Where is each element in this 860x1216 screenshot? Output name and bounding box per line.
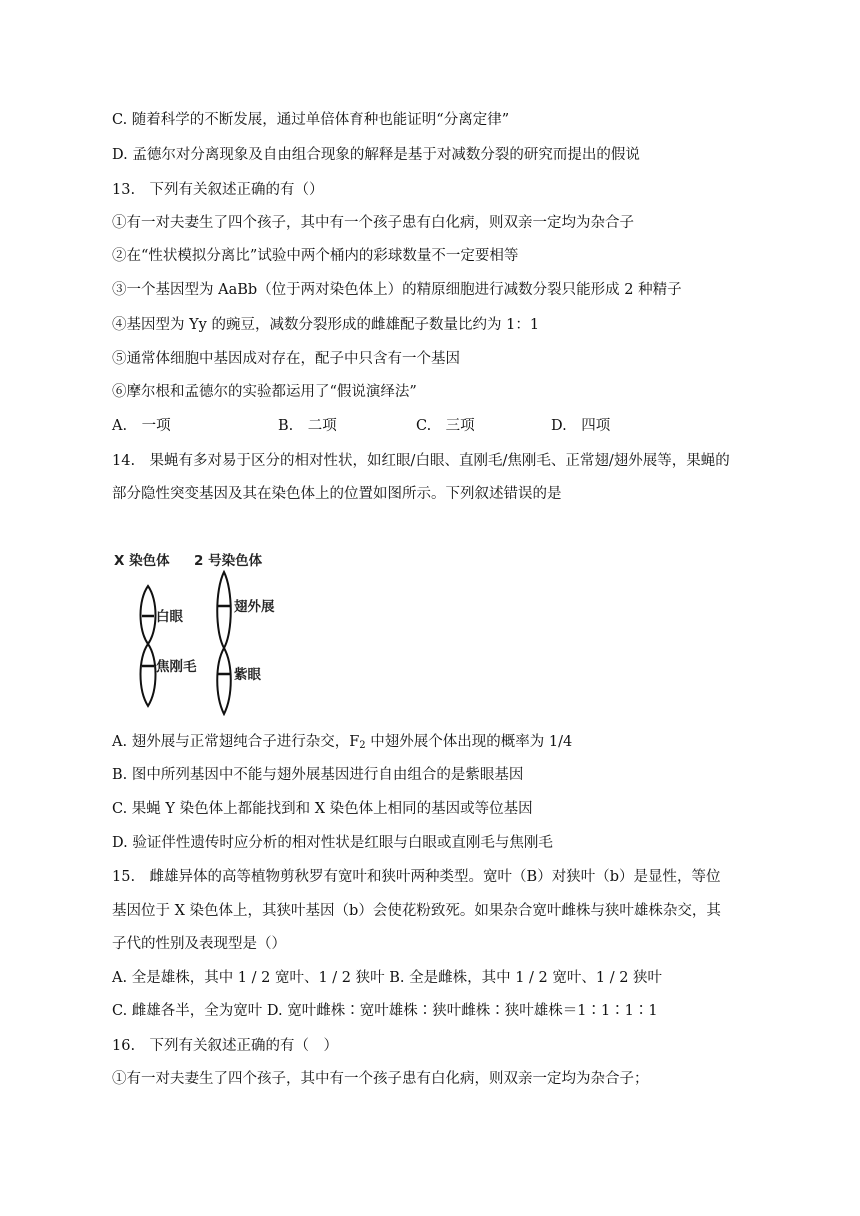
x-chromosome	[141, 586, 156, 706]
label-purple-eye: 紫眼	[234, 667, 261, 683]
question-13-stem: 13. 下列有关叙述正确的有（）	[112, 182, 324, 198]
q13-statement-3: ③一个基因型为 AaBb（位于两对染色体上）的精原细胞进行减数分裂只能形成 2 种精子	[112, 282, 682, 298]
q13-option-b: B. 二项	[278, 418, 337, 434]
chromosome-2-title: 2 号染色体	[194, 553, 263, 569]
q13-statement-2: ②在“性状模拟分离比”试验中两个桶内的彩球数量不一定要相等	[112, 248, 519, 264]
label-singed-bristle: 焦刚毛	[156, 659, 197, 675]
q13-statement-1: ①有一对夫妻生了四个孩子，其中有一个孩子患有白化病，则双亲一定均为杂合子	[112, 215, 634, 231]
q13-option-a: A. 一项	[112, 418, 171, 434]
question-15-stem-line3: 子代的性别及表现型是（）	[112, 936, 286, 952]
label-white-eye: 白眼	[156, 609, 183, 625]
x-chromosome-title: X 染色体	[114, 553, 170, 569]
chromosome-diagram	[112, 548, 292, 716]
line-option-d: D. 孟德尔对分离现象及自由组合现象的解释是基于对减数分裂的研究而提出的假说	[112, 147, 640, 163]
line-option-c: C. 随着科学的不断发展，通过单倍体育种也能证明“分离定律”	[112, 112, 510, 128]
question-15-stem-line1: 15. 雌雄异体的高等植物剪秋罗有宽叶和狭叶两种类型。宽叶（B）对狭叶（b）是显性，等位	[112, 869, 721, 885]
q14-option-c: C. 果蝇 Y 染色体上都能找到和 X 染色体上相同的基因或等位基因	[112, 801, 533, 817]
q13-statement-4: ④基因型为 Yy 的豌豆，减数分裂形成的雌雄配子数量比约为 1：1	[112, 317, 540, 333]
question-14-stem-line1: 14. 果蝇有多对易于区分的相对性状，如红眼/白眼、直刚毛/焦刚毛、正常翅/翅外展等，果蝇的	[112, 453, 730, 469]
chromosome-2	[217, 572, 231, 714]
question-14-stem-line2: 部分隐性突变基因及其在染色体上的位置如图所示。下列叙述错误的是	[112, 486, 562, 502]
q13-option-d: D. 四项	[551, 418, 611, 434]
q14-option-a: A. 翅外展与正常翅纯合子进行杂交，$F_2$ 中翅外展个体出现的概率为 1/4	[112, 734, 573, 751]
q13-options	[112, 416, 672, 436]
label-wing-spread: 翅外展	[234, 599, 275, 615]
q13-option-c: C. 三项	[416, 418, 475, 434]
q15-options-ab: A. 全是雄株，其中 1 / 2 宽叶、1 / 2 狭叶 B. 全是雌株，其中 1 / 2 宽叶、1 / 2 狭叶	[112, 970, 663, 986]
q15-options-cd: C. 雌雄各半，全为宽叶 D. 宽叶雌株∶宽叶雄株∶狭叶雌株∶狭叶雄株＝1∶1∶1∶1	[112, 1003, 658, 1019]
q16-statement-1: ①有一对夫妻生了四个孩子，其中有一个孩子患有白化病，则双亲一定均为杂合子；	[112, 1071, 649, 1087]
q14-option-d: D. 验证伴性遗传时应分析的相对性状是红眼与白眼或直刚毛与焦刚毛	[112, 835, 553, 851]
question-15-stem-line2: 基因位于 X 染色体上，其狭叶基因（b）会使花粉致死。如果杂合宽叶雌株与狭叶雄株杂交，其	[112, 903, 721, 919]
q13-statement-5: ⑤通常体细胞中基因成对存在，配子中只含有一个基因	[112, 351, 460, 367]
q14-option-b: B. 图中所列基因中不能与翅外展基因进行自由组合的是紫眼基因	[112, 767, 524, 783]
q13-statement-6: ⑥摩尔根和孟德尔的实验都运用了“假说演绎法”	[112, 384, 417, 400]
question-16-stem: 16. 下列有关叙述正确的有（ ）	[112, 1038, 339, 1054]
